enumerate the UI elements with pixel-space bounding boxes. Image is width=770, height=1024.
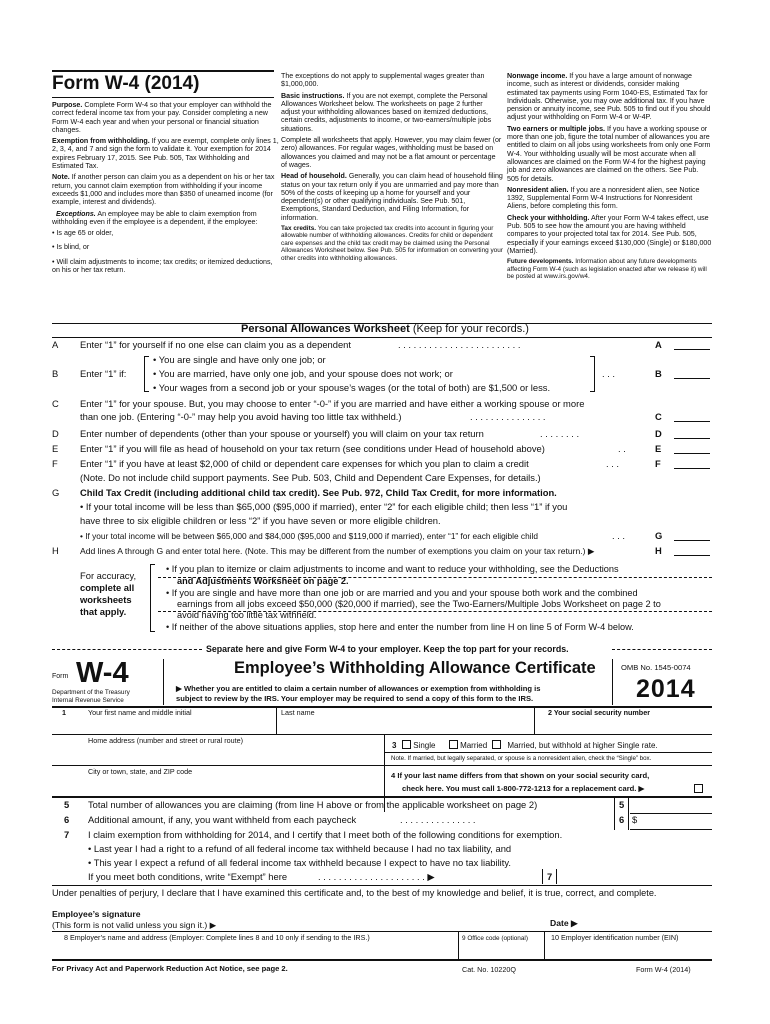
line-d-text: Enter number of dependents (other than your spouse or yourself) you will claim on your tax return [80, 428, 484, 439]
line-a-entry[interactable] [674, 339, 710, 350]
line-h-text: Add lines A through G and enter total here. (Note. This may be different from the number of exemptions you claim on your tax return.) ▶ [80, 546, 595, 556]
first-name-field[interactable]: Your first name and middle initial [88, 708, 192, 717]
date-field[interactable]: Date ▶ [550, 918, 578, 928]
perjury-statement: Under penalties of perjury, I declare that I have examined this certificate and, to the best of my knowledge and belief, it is true, correct, and complete. [52, 888, 657, 898]
line-g-entry[interactable] [674, 530, 710, 541]
line-g-text: Child Tax Credit (including additional child tax credit). See Pub. 972, Child Tax Credit, for more information. [80, 487, 557, 498]
form-title: Form W-4 (2014) [52, 73, 200, 94]
ssn-field[interactable]: 2 Your social security number [548, 708, 650, 717]
privacy-notice: For Privacy Act and Paperwork Reduction Act Notice, see page 2. [52, 964, 288, 973]
omb-number: OMB No. 1545-0074 [621, 663, 691, 672]
line-e-text: Enter “1” if you will file as head of household on your tax return (see conditions under Head of household above) [80, 443, 545, 454]
line-h-entry[interactable] [674, 545, 710, 556]
home-address-field[interactable]: Home address (number and street or rural route) [88, 736, 243, 745]
line-e-entry[interactable] [674, 443, 710, 454]
married-higher-single-checkbox[interactable] [492, 740, 501, 749]
instructions-col1: Purpose. Complete Form W-4 so that your employer can withhold the correct federal income tax from your pay. Consider completing a new Form W-4 each year and when your personal or financial situation changes. Exemption from withholding. If you are exempt, complete only lines 1, 2, 3, 4, and 7 and sign the form to validate it. Your exemption for 2014 expires February 17, 2015. See Pub. 505, Tax Withholding and Estimated Tax. Note. If another person can claim you as a dependent on his or her tax return, you cannot claim exemption from withholding if your income exceeds $1,000 and includes more than $350 of unearned income (for example, interest and dividends). Exceptions. An employee may be able to claim exemption from withholding even if the employee is a dependent, if the employee: • Is age 65 or older, • Is blind, or • Will claim adjustments to income; tax credits; or itemized deductions, on his or her tax return. [52, 101, 279, 275]
line-f-text: Enter “1” if you have at least $2,000 of child or dependent care expenses for which you plan to claim a credit [80, 458, 529, 469]
line-f-entry[interactable] [674, 458, 710, 469]
worksheet-title: Personal Allowances Worksheet (Keep for your records.) [241, 323, 529, 335]
line-b-option3: • Your wages from a second job or your spouse’s wages (or the total of both) are $1,500 or less. [153, 382, 551, 393]
single-checkbox[interactable] [402, 740, 411, 749]
separator-text: Separate here and give Form W-4 to your employer. Keep the top part for your records. [206, 644, 569, 654]
form-w4-name: W-4 [76, 657, 129, 689]
line-b-option1: • You are single and have only one job; or [153, 354, 326, 365]
line6-entry[interactable] [630, 814, 712, 830]
last-name-field[interactable]: Last name [281, 708, 315, 717]
line6-text: Additional amount, if any, you want withheld from each paycheck [88, 814, 357, 825]
instructions-col2: The exceptions do not apply to supplemental wages greater than $1,000,000. Basic instructions. If you are not exempt, complete the Personal Allowances Worksheet below. The worksheets on page 2 further adjust your withholding allowances based on itemized deductions, certain credits, adjustments to income, or two-earners/multiple jobs situations. Complete all worksheets that apply. However, you may claim fewer (or zero) allowances. For regular wages, withholding must be based on allowances you claimed and may not be a flat amount or percentage of wages. Head of household. Generally, you can claim head of household filing status on your tax return only if you are unmarried and pay more than 50% of the costs of keeping up a home for yourself and your dependent(s) or other qualifying individuals. See Pub. 501, Exemptions, Standard Deduction, and Filing Information, for information. Tax credits. You can take projected tax credits into account in figuring your allowable number of withholding allowances. Credits for child or dependent care expenses and the child tax credit may be claimed using the Personal Allowances Worksheet below. See Pub. 505 for information on converting your other credits into withholding allowances. [281, 72, 503, 262]
signature-field[interactable]: (This form is not valid unless you sign it.) ▶ [52, 920, 217, 930]
married-checkbox[interactable] [449, 740, 458, 749]
employer-name-field[interactable]: 8 Employer’s name and address (Employer: Complete lines 8 and 10 only if sending to the IRS.) [64, 933, 370, 942]
form-footer: Form W-4 (2014) [636, 965, 691, 974]
name-differs-checkbox[interactable] [694, 784, 703, 793]
line7-text: I claim exemption from withholding for 2014, and I certify that I meet both of the following conditions for exemption. [88, 829, 563, 840]
instructions-col3: Nonwage income. If you have a large amount of nonwage income, such as interest or dividends, consider making estimated tax payments using Form 1040-ES, Estimated Tax for Individuals. Otherwise, you may owe additional tax. If you have pension or annuity income, see Pub. 505 to find out if you should adjust your withholding on Form W-4 or W-4P. Two earners or multiple jobs. If you have a working spouse or more than one job, figure the total number of allowances you are entitled to claim on all jobs using worksheets from only one Form W-4. Your withholding usually will be most accurate when all allowances are claimed on the Form W-4 for the highest paying job and zero allowances are claimed on the others. See Pub. 505 for details. Nonresident alien. If you are a nonresident alien, see Notice 1392, Supplemental Form W-4 Instructions for Nonresident Aliens, before completing this form. Check your withholding. After your Form W-4 takes effect, use Pub. 505 to see how the amount you are having withheld compares to your projected total tax for 2014. See Pub. 505, especially if your earnings exceed $130,000 (Single) or $180,000 (Married). Future developments. Information about any future developments affecting Form W-4 (such as legislation enacted after we release it) will be posted at www.irs.gov/w4. [507, 72, 712, 281]
line-b-option2: • You are married, have only one job, and your spouse does not work; or [153, 368, 453, 379]
accuracy-note: For accuracy, complete all worksheets that apply. [80, 570, 137, 617]
certificate-title: Employee’s Withholding Allowance Certificate [234, 659, 596, 677]
line-b-entry[interactable] [674, 368, 710, 379]
line-a-letter: A [52, 339, 59, 350]
ein-field[interactable]: 10 Employer identification number (EIN) [551, 933, 679, 942]
city-state-zip-field[interactable]: City or town, state, and ZIP code [88, 767, 193, 776]
line-d-entry[interactable] [674, 428, 710, 439]
line3-note: Note. If married, but legally separated, or spouse is a nonresident alien, check the “Single” box. [391, 755, 652, 762]
office-code-field[interactable]: 9 Office code (optional) [462, 935, 528, 942]
exempt-entry[interactable] [558, 869, 618, 884]
line-c-text: Enter “1” for your spouse. But, you may choose to enter “-0-” if you are married and have either a working spouse or more [80, 398, 585, 409]
form-year: 2014 [636, 675, 696, 703]
line-c-entry[interactable] [674, 411, 710, 422]
line5-entry[interactable] [630, 798, 712, 814]
line-b-intro: Enter “1” if: [80, 368, 127, 379]
line-a-text: Enter “1” for yourself if no one else can claim you as a dependent [80, 339, 351, 350]
line5-text: Total number of allowances you are claiming (from line H above or from the applicable worksheet on page 2) [88, 799, 538, 810]
catalog-number: Cat. No. 10220Q [462, 965, 516, 974]
w4-page: Form W-4 (2014) Purpose. Complete Form W-4 so that your employer can withhold the correct federal income tax from your pay. Consider completing a new Form W-4 each year and when your personal or financial situation changes. Exemption from withholding. If you are exempt, complete only lines 1, 2, 3, 4, and 7 and sign the form to validate it. Your exemption for 2014 expires February 17, 2015. See Pub. 505, Tax Withholding and Estimated Tax. Note. If another person can claim you as a dependent on his or her tax return, you cannot claim exemption from withholding if your income exceeds $1,000 and includes more than $350 of unearned income (for example, interest and dividends). Exceptions. An employee may be able to claim exemption from withholding even if the employee is a dependent, if the employee: • Is age 65 or older, • Is blind, or • Will claim adjustments to income; tax credits; or itemized deductions, on his or her tax return. The exceptions do not apply to supplemental wages greater than $1,000,000. Basic instructions. If you are not exempt, complete the Personal Allowances Worksheet below. The worksheets on page 2 further adjust your withholding allowances based on itemized deductions, certain credits, adjustments to income, or two-earners/multiple jobs situations. Complete all worksheets that apply. However, you may claim fewer (or zero) allowances. For regular wages, withholding must be based on allowances you claimed and may not be a flat amount or percentage of wages. Head of household. Generally, you can claim head of household filing status on your tax return only if you are unmarried and pay more than 50% of the costs of keeping up a home for yourself and your dependent(s) or other qualifying individuals. See Pub. 501, Exemptions, Standard Deduction, and Filing Information, for information. Tax credits. You can take projected tax credits into account in figuring your allowable number of withholding allowances. Credits for child or dependent care expenses and the child tax credit may be claimed using the Personal Allowances Worksheet below. See Pub. 505 for information on converting your other credits into withholding allowances. Nonwage income. If you have a large amount of nonwage income, such as interest or dividends, consider making estimated tax payments using Form 1040-ES, Estimated Tax for Individuals. Otherwise, you may owe additional tax. If you have pension or annuity income, see Pub. 505 to find out if you should adjust your withholding on Form W-4 or W-4P. Two earners or multiple jobs. If you have a working spouse or more than one job, figure the total number of allowances you are entitled to claim on all jobs using worksheets from only one Form W-4. Your withholding usually will be most accurate when all allowances are claimed on the Form W-4 for the highest paying job and zero allowances are claimed on the others. See Pub. 505 for details. Nonresident alien. If you are a nonresident alien, see Notice 1392, Supplemental Form W-4 Instructions for Nonresident Aliens, before completing this form. Check your withholding. After your Form W-4 takes effect, use Pub. 505 to see how the amount you are having withheld compares to your projected total tax for 2014. See Pub. 505, especially if your earnings exceed $130,000 (Single) or $180,000 (Married). Future developments. Information about any future developments affecting Form W-4 (such as legislation enacted after we release it) will be posted at www.irs.gov/w4. Personal Allowances Worksheet (Keep for your records.) A Enter “1” for yourself if no one else can claim you as a dependent . . . . . . . . . . . . . . . . . . . . . . . . A B Enter “1” if: • You are single and have only one job; or • You are married, have only one job, and your spouse does not work; or • Your wages from a second job or your spouse’s wages (or the total of both) are $1,500 or less. . . . B C Enter “1” for your spouse. But, you may choose to enter “-0-” if you are married and have either a working spouse or more than one job. (Entering “-0-” may help you avoid having too little tax withheld.) . . . . . . . . . . . . . . . C D Enter number of dependents (other than your spouse or yourself) you will claim on your tax return . . . . . . . . D E Enter “1” if you will file as head of household on your tax return (see conditions under Head of household above) . . E F Enter “1” if you have at least $2,000 of child or dependent care expenses for which you plan to claim a credit . . . F (Note. Do not include child support payments. See Pub. 503, Child and Dependent Care Expenses, for details.) G Child Tax Credit (including additional child tax credit). See Pub. 972, Child Tax Credit, for more information. • If your total income will be less than $65,000 ($95,000 if married), enter “2” for each eligible child; then less “1” if you have three to six eligible children or less “2” if you have seven or more eligible children. • If your total income will be between $65,000 and $84,000 ($95,000 and $119,000 if married), enter “1” for each eligible child . . . G H Add lines A through G and enter total here. (Note. This may be different from the number of exemptions you claim on your tax return.) ▶ H For accuracy, complete all worksheets that apply. • If you plan to itemize or claim adjustments to income and want to reduce your withholding, see the Deductions and Adjustments Worksheet on page 2. • If you are single and have more than one job or are married and you and your spouse both work and the combined earnings from all jobs exceed $50,000 ($20,000 if married), see the Two-Earners/Multiple Jobs Worksheet on page 2 to avoid having too little tax withheld. • If neither of the above situations applies, stop here and enter the number from line H on line 5 of Form W-4 below. Separate here and give Form W-4 to your employer. Keep the top part for your records. Form W-4 Department of the Treasury Internal Revenue Service Employee’s Withholding Allowance Certificate ▶ Whether you are entitled to claim a certain number of allowances or exemption from withholding is subject to review by the IRS. Your employer may be required to send a copy of this form to the IRS. OMB No. 1545-0074 2014 1 Your first name and middle initial Last name 2 Your social security number Home address (number and street or rural route) 3 Single Married Married, but withhold at higher Single rate. Note. If married, but legally separated, or spouse is a nonresident alien, check the “Single” box. City or town, state, and ZIP code 4 If your last name differs from that shown on your social security card, check here. You must call 1-800-772-1213 for a replacement card. ▶ 5 Total number of allowances you are claiming (from line H above or from the applicable worksheet on page 2) 5 6 Additional amount, if any, you want withheld from each paycheck . . . . . . . . . . . . . . . 6 $ 7 I claim exemption from withholding for 2014, and I certify that I meet both of the following conditions for exemption. • Last year I had a right to a refund of all federal income tax withheld because I had no tax liability, and • This year I expect a refund of all federal income tax withheld because I expect to have no tax liability. If you meet both conditions, write “Exempt” here . . . . . . . . . . . . . . . . . . . . . ▶ 7 Under penalties of perjury, I declare that I have examined this certificate and, to the best of my knowledge and belief, it is true, correct, and complete. Employee’s signature (This form is not valid unless you sign it.) ▶ Date ▶ 8 Employer’s name and address (Employer: Complete lines 8 and 10 only if sending to the IRS.) 9 Office code (optional) 10 Employer identification number (EIN) For Privacy Act and Paperwork Reduction Act Notice, see page 2. Cat. No. 10220Q Form W-4 (2014) [0, 0, 770, 1024]
